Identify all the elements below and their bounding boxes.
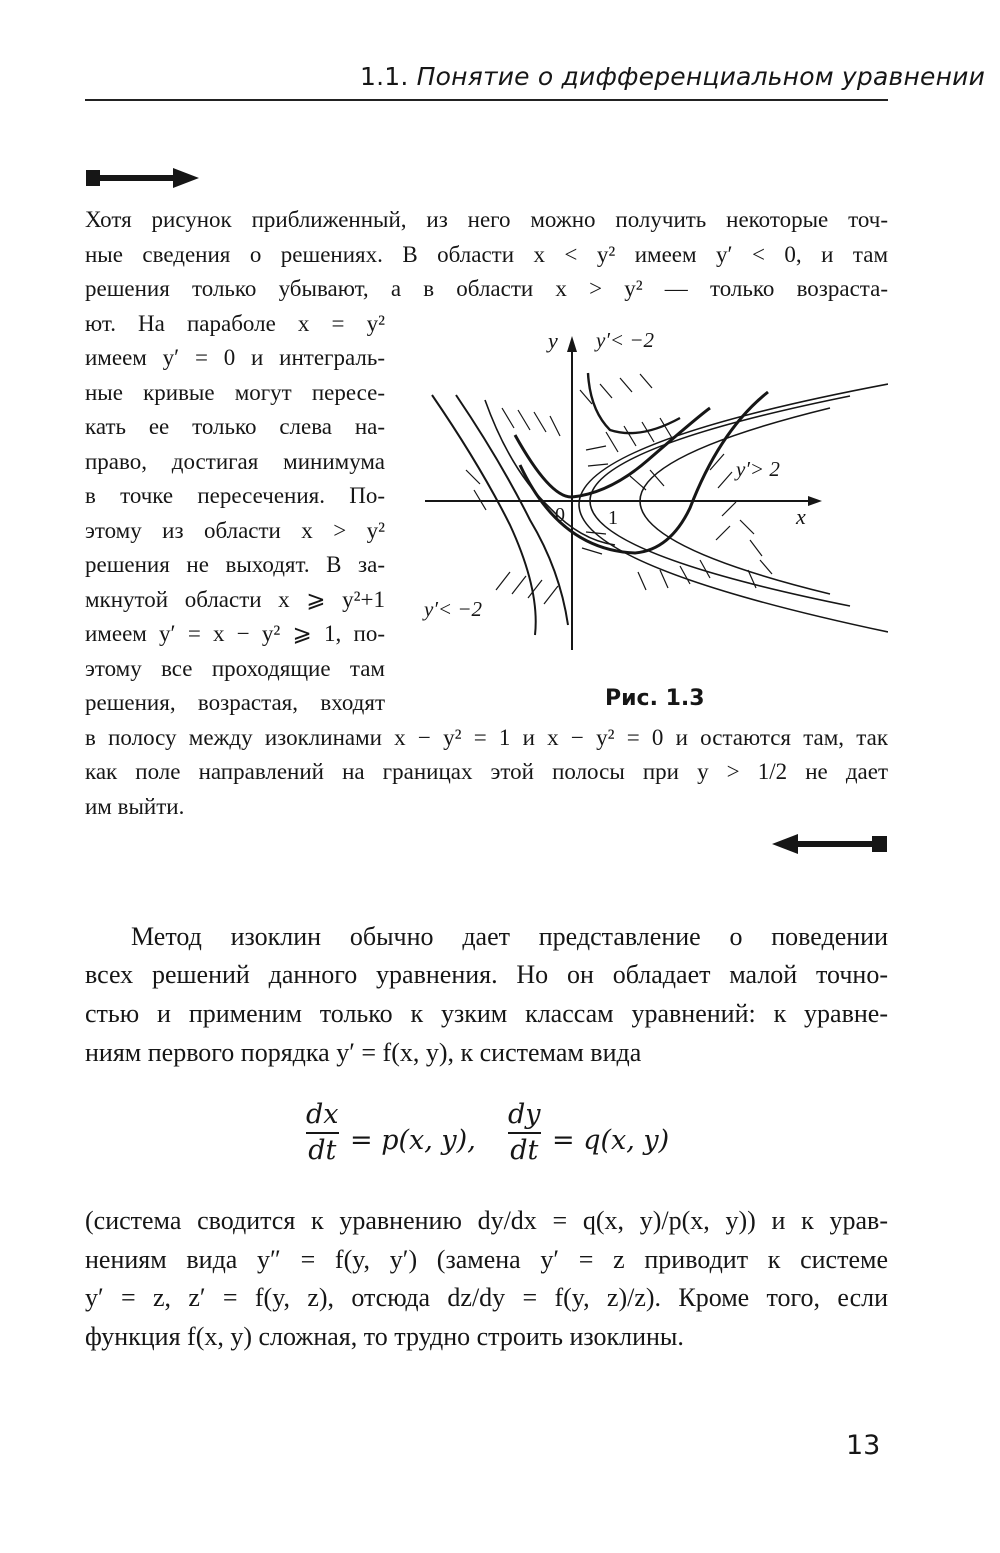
example-line: как поле направлений на границах этой полосы при y > 1/2 не дает <box>85 759 888 784</box>
fraction-dx-dt: dx dt <box>306 1099 339 1166</box>
x-axis-arrow-icon <box>808 496 822 506</box>
example-start-marker-icon <box>85 166 200 190</box>
axis-label-y: y <box>548 328 558 353</box>
label-slope-right: y′> 2 <box>736 457 780 481</box>
equation-rhs-p: = p(x, y), <box>350 1125 476 1156</box>
example-line: имеем y′ = 0 и интеграль- <box>85 345 385 370</box>
integral-curve-a <box>515 408 710 497</box>
example-line: в точке пересечения. По- <box>85 483 385 508</box>
body-line: стью и применим только к узким классам уравнений: к уравне- <box>85 999 888 1028</box>
example-line: решения только убывают, а в области x > y² — только возраста- <box>85 276 888 301</box>
example-line: этому из области x > y² <box>85 518 385 543</box>
body-line: (система сводится к уравнению dy/dx = q(x, y)/p(x, y)) и к урав- <box>85 1206 888 1235</box>
example-line: имеем y′ = x − y² ⩾ 1, по- <box>85 621 385 646</box>
section-title: Понятие о дифференциальном уравнении <box>416 62 986 91</box>
example-line: этому все проходящие там <box>85 656 385 681</box>
example-line: в полосу между изоклинами x − y² = 1 и x − y² = 0 и остаются там, так <box>85 725 888 750</box>
body-line: всех решений данного уравнения. Но он обладает малой точно- <box>85 960 888 989</box>
body-line: y′ = z, z′ = f(y, z), отсюда dz/dy = f(y, z)/z). Кроме того, если <box>85 1283 888 1312</box>
example-line: Хотя рисунок приближенный, из него можно получить некоторые точ- <box>85 207 888 232</box>
label-slope-top: y′< −2 <box>596 328 655 352</box>
example-line: мкнутой области x ⩾ y²+1 <box>85 587 385 612</box>
example-line: право, достигая минимума <box>85 449 385 474</box>
example-line: решения не выходят. В за- <box>85 552 385 577</box>
example-line: им выйти. <box>85 794 185 819</box>
label-slope-left: y′< −2 <box>424 597 483 621</box>
body-line: ниям первого порядка y′ = f(x, y), к системам вида <box>85 1038 642 1067</box>
label-origin: 0 <box>555 504 565 526</box>
body-line: Метод изоклин обычно дает представление о поведении <box>131 922 888 951</box>
header-rule <box>85 99 888 101</box>
example-end-marker-icon <box>770 832 888 856</box>
page-number: 13 <box>846 1430 881 1461</box>
figure-caption: Рис. 1.3 <box>605 686 705 711</box>
integral-curve-c <box>588 373 680 433</box>
isocline-outer <box>579 384 888 632</box>
running-head <box>360 62 985 91</box>
y-axis-arrow-icon <box>567 336 577 352</box>
body-line: функция f(x, y) сложная, то трудно строить изоклины. <box>85 1322 684 1351</box>
example-line: ные сведения о решениях. В области x < y² имеем y′ < 0, и там <box>85 242 888 267</box>
display-equation <box>300 1100 700 1180</box>
label-one: 1 <box>608 507 618 529</box>
example-line: ные кривые могут пересе- <box>85 380 385 405</box>
body-line: нениям вида y″ = f(y, y′) (замена y′ = z приводит к системе <box>85 1245 888 1274</box>
example-line: ют. На параболе x = y² <box>85 311 385 336</box>
direction-field <box>466 374 772 604</box>
figure-isoclines <box>410 320 888 690</box>
equation-rhs-q: = q(x, y) <box>552 1125 670 1156</box>
section-number: 1.1. <box>360 62 409 91</box>
fraction-dy-dt: dy dt <box>508 1099 541 1166</box>
example-line: решения, возрастая, входят <box>85 690 385 715</box>
example-line: кать ее только слева на- <box>85 414 385 439</box>
axis-label-x: x <box>796 504 806 529</box>
